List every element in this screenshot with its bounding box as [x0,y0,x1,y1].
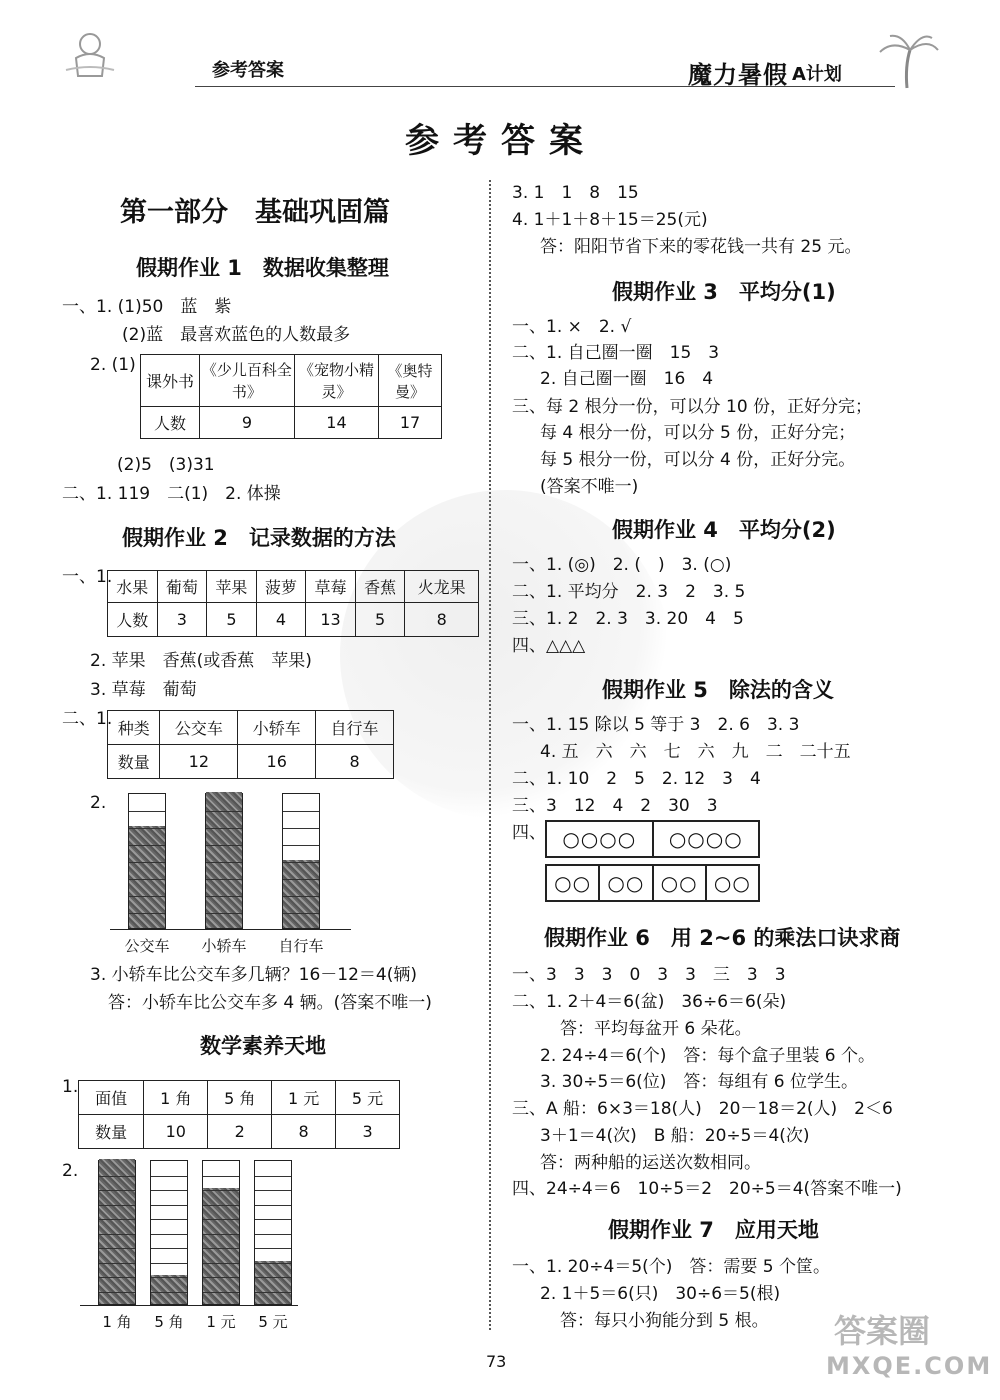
table-cell: 葡萄 [157,571,207,603]
chart-bar [150,1160,188,1305]
hw7-line: 2. 1＋5＝6(只) 30÷6＝5(根) [540,1284,781,1304]
part-title: 第一部分 基础巩固篇 [120,197,390,228]
hw5-title: 假期作业 5 除法的含义 [602,678,834,702]
vehicle-table [107,710,394,779]
hw7-line: 答：每只小狗能分到 5 根。 [560,1311,769,1331]
chart-bar [128,793,166,929]
chart-bar-segment-line [255,1219,291,1220]
table-cell: 1 角 [144,1081,208,1115]
circle-group: ○○ [654,866,707,900]
table-cell: 人数 [141,407,200,439]
chart-bar-segment-line [129,913,165,914]
table-cell: 数量 [108,745,160,779]
hw2-title: 假期作业 2 记录数据的方法 [122,526,396,550]
chart-bar-label: 1 元 [206,1313,236,1331]
table-cell: 苹果 [207,571,257,603]
table-cell: 8 [272,1115,336,1149]
chart-bar-segment-line [203,1219,239,1220]
table-cell: 《奥特曼》 [379,355,442,407]
table-cell: 人数 [108,603,158,637]
chart-bar-segment-line [255,1263,291,1264]
table-cell: 5 角 [208,1081,272,1115]
hw5-line: 一、1. 15 除以 5 等于 3 2. 6 3. 3 [512,715,800,735]
chart-bar-segment-line [151,1176,187,1177]
hw6-line: 二、1. 2＋4＝6(盆) 36÷6＝6(朵) [512,992,787,1012]
table-cell: 3 [336,1115,400,1149]
circle-group: ○○ [600,866,653,900]
cartoon-figure-icon [62,30,118,80]
hw2-line: 答：小轿车比公交车多 4 辆。(答案不唯一) [108,993,432,1013]
chart-bar-segment-line [151,1234,187,1235]
chart-bar-segment-line [255,1205,291,1206]
chart-bar-segment-line [129,896,165,897]
hw2-line: 2. 苹果 香蕉(或香蕉 苹果) [90,651,312,671]
hw5-line: 4. 五 六 六 七 六 九 二 二十五 [540,742,851,762]
money-table [78,1080,400,1149]
chart-bar-fill [151,1275,187,1304]
hw4-line: 一、1. (◎) 2. ( ) 3. (○) [512,555,732,575]
chart-bar-fill [99,1159,135,1304]
table-cell: 3 [157,603,207,637]
chart-bar-segment-line [206,845,242,846]
chart-bar-segment-line [255,1176,291,1177]
chart-bar-segment-line [151,1190,187,1191]
chart-bar-segment-line [206,862,242,863]
chart-bar-label: 5 元 [258,1313,288,1331]
table-cell: 水果 [108,571,158,603]
hw7-line: 一、1. 20÷4＝5(个) 答：需要 5 个筐。 [512,1257,831,1277]
hw2-line: 2. [90,793,107,813]
chart-bar-segment-line [283,845,319,846]
hw6-line: 3. 30÷5＝6(位) 答：每组有 6 位学生。 [540,1072,859,1092]
chart-bar-segment-line [206,811,242,812]
chart-bar-segment-line [203,1248,239,1249]
table-cell: 《少儿百科全书》 [200,355,295,407]
chart-bar [98,1160,136,1305]
hw6-line: 一、3 3 3 0 3 3 三 3 3 [512,965,786,985]
chart-bar-segment-line [129,862,165,863]
chart-bar [202,1160,240,1305]
math-line: 2. [62,1161,79,1181]
chart-bar-fill [255,1261,291,1305]
chart-bar-label: 5 角 [154,1313,184,1331]
chart-bar-segment-line [206,913,242,914]
hw6-line: 答：两种船的运送次数相同。 [540,1153,761,1173]
hw1-line: (2)5 (3)31 [117,455,215,475]
chart-bar-label: 公交车 [124,937,170,955]
hw6-line: 答：平均每盆开 6 朵花。 [560,1019,752,1039]
hw3-title: 假期作业 3 平均分(1) [612,280,836,304]
math-title: 数学素养天地 [200,1034,326,1058]
right-line: 3. 1 1 8 15 [512,183,639,203]
table-cell: 自行车 [316,711,394,745]
table-cell: 火龙果 [405,571,479,603]
chart-bar [254,1160,292,1305]
hw1-line: 2. (1) [90,355,136,375]
chart-bar-segment-line [203,1234,239,1235]
table-cell: 5 [355,603,405,637]
chart-bar-segment-line [203,1190,239,1191]
table-cell: 13 [306,603,356,637]
chart-bar [205,793,243,929]
chart-bar-segment-line [206,828,242,829]
table-cell: 公交车 [160,711,238,745]
header-rule [195,86,895,87]
table-cell: 16 [238,745,316,779]
table-cell: 17 [379,407,442,439]
chart-bar-segment-line [255,1190,291,1191]
table-cell: 《宠物小精灵》 [294,355,378,407]
chart-bar-segment-line [99,1248,135,1249]
hw1-line: (2)蓝 最喜欢蓝色的人数最多 [122,325,351,345]
table-cell: 8 [316,745,394,779]
palm-tree-icon [872,30,942,90]
chart-bar-label: 小轿车 [201,937,247,955]
table-cell: 菠萝 [256,571,306,603]
table-cell: 香蕉 [355,571,405,603]
chart-bar-segment-line [203,1176,239,1177]
hw5-line: 四、 [512,823,546,843]
table-cell: 12 [160,745,238,779]
math-line: 1. [62,1077,79,1097]
hw4-title: 假期作业 4 平均分(2) [612,518,836,542]
chart-bar-segment-line [151,1219,187,1220]
chart-bar-segment-line [203,1263,239,1264]
chart-bar-segment-line [151,1205,187,1206]
chart-bar-label: 自行车 [278,937,324,955]
footer-watermark-url: MXQE.COM [826,1352,993,1380]
chart-bar-segment-line [255,1234,291,1235]
chart-bar-segment-line [99,1234,135,1235]
page-number: 73 [486,1352,507,1371]
chart-bar-segment-line [203,1292,239,1293]
chart-bar-segment-line [99,1219,135,1220]
circle-groups-box [545,820,760,858]
hw2-line: 一、1. [62,567,113,587]
chart-bar-segment-line [151,1277,187,1278]
table-cell: 10 [144,1115,208,1149]
chart-bar-segment-line [151,1292,187,1293]
table-cell: 4 [256,603,306,637]
chart-bar-fill [283,860,319,928]
chart-bar-fill [206,792,242,928]
chart-bar-segment-line [99,1205,135,1206]
hw3-line: (答案不唯一) [540,477,639,497]
chart-bar-segment-line [129,828,165,829]
hw5-line: 二、1. 10 2 5 2. 12 3 4 [512,769,761,789]
table-cell: 种类 [108,711,160,745]
hw3-line: 二、1. 自己圈一圈 15 3 [512,343,720,363]
circle-group: ○○○○ [668,827,743,851]
hw3-line: 每 5 根分一份，可以分 4 份，正好分完。 [540,450,856,470]
table-cell: 8 [405,603,479,637]
right-line: 4. 1＋1＋8＋15＝25(元) [512,210,708,230]
circle-group: ○○ [713,871,751,895]
hw6-line: 2. 24÷4＝6(个) 答：每个盒子里装 6 个。 [540,1046,876,1066]
hw6-line: 三、A 船：6×3＝18(人) 20－18＝2(人) 2＜6 [512,1099,893,1119]
chart-bar-segment-line [151,1263,187,1264]
hw6-line: 3＋1＝4(次) B 船：20÷5＝4(次) [540,1126,810,1146]
hw4-line: 二、1. 平均分 2. 3 2 3. 5 [512,582,746,602]
hw1-title: 假期作业 1 数据收集整理 [136,256,389,280]
hw3-line: 2. 自己圈一圈 16 4 [540,369,714,389]
chart-bar-segment-line [203,1277,239,1278]
circle-groups-box [545,864,760,902]
circle-group: ○○○○ [547,822,654,856]
chart-bar-segment-line [99,1292,135,1293]
table-cell: 5 [207,603,257,637]
chart-bar [282,793,320,929]
hw4-line: 三、1. 2 2. 3 3. 20 4 5 [512,609,744,629]
chart-bar-segment-line [283,828,319,829]
table-cell: 9 [200,407,295,439]
hw2-line: 3. 小轿车比公交车多几辆？16－12＝4(辆) [90,965,417,985]
chart-bar-segment-line [129,845,165,846]
chart-bar-segment-line [283,896,319,897]
chart-bar-segment-line [283,913,319,914]
chart-bar-segment-line [283,879,319,880]
hw5-line: 三、3 12 4 2 30 3 [512,796,718,816]
table-cell: 5 元 [336,1081,400,1115]
hw4-line: 四、△△△ [512,636,586,656]
chart-bar-segment-line [206,879,242,880]
header-brand: 魔力暑假 [688,61,788,89]
chart-bar-label: 1 角 [102,1313,132,1331]
chart-bar-segment-line [129,879,165,880]
chart-bar-segment-line [99,1277,135,1278]
chart-bar-segment-line [129,811,165,812]
chart-bar-segment-line [206,896,242,897]
chart-bar-segment-line [283,811,319,812]
header-left-label: 参考答案 [212,60,284,81]
hw1-line: 二、1. 119 二(1) 2. 体操 [62,484,281,504]
hw3-line: 一、1. × 2. √ [512,317,632,337]
chart-bar-segment-line [99,1176,135,1177]
table-cell: 数量 [79,1115,144,1149]
page-title: 参考答案 [405,121,597,161]
chart-bar-segment-line [255,1292,291,1293]
chart-bar-segment-line [151,1248,187,1249]
chart-bar-segment-line [283,862,319,863]
table-cell: 小轿车 [238,711,316,745]
hw2-line: 二、1. [62,709,113,729]
fruit-table [107,570,479,637]
hw2-line: 3. 草莓 葡萄 [90,680,197,700]
hw6-title: 假期作业 6 用 2~6 的乘法口诀求商 [544,926,901,950]
chart-bar-segment-line [255,1277,291,1278]
table-cell: 2 [208,1115,272,1149]
header-brand-suffix: A计划 [792,64,842,85]
right-line: 答：阳阳节省下来的零花钱一共有 25 元。 [540,237,862,257]
hw3-line: 每 4 根分一份，可以分 5 份，正好分完； [540,423,856,443]
table-cell: 课外书 [141,355,200,407]
chart-axis [80,1305,298,1306]
chart-axis [110,929,351,930]
table-cell: 14 [294,407,378,439]
hw3-line: 三、每 2 根分一份，可以分 10 份，正好分完； [512,397,873,417]
books-table [140,354,442,439]
hw6-line: 四、24÷4＝6 10÷5＝2 20÷5＝4(答案不唯一) [512,1179,902,1199]
table-cell: 草莓 [306,571,356,603]
circle-group: ○○ [547,866,600,900]
table-cell: 1 元 [272,1081,336,1115]
footer-watermark-cn: 答案圈 [834,1312,931,1350]
hw7-title: 假期作业 7 应用天地 [608,1218,819,1242]
hw1-line: 一、1. (1)50 蓝 紫 [62,297,232,317]
chart-bar-segment-line [255,1248,291,1249]
chart-bar-segment-line [99,1263,135,1264]
chart-bar-segment-line [203,1205,239,1206]
chart-bar-segment-line [99,1190,135,1191]
table-cell: 面值 [79,1081,144,1115]
